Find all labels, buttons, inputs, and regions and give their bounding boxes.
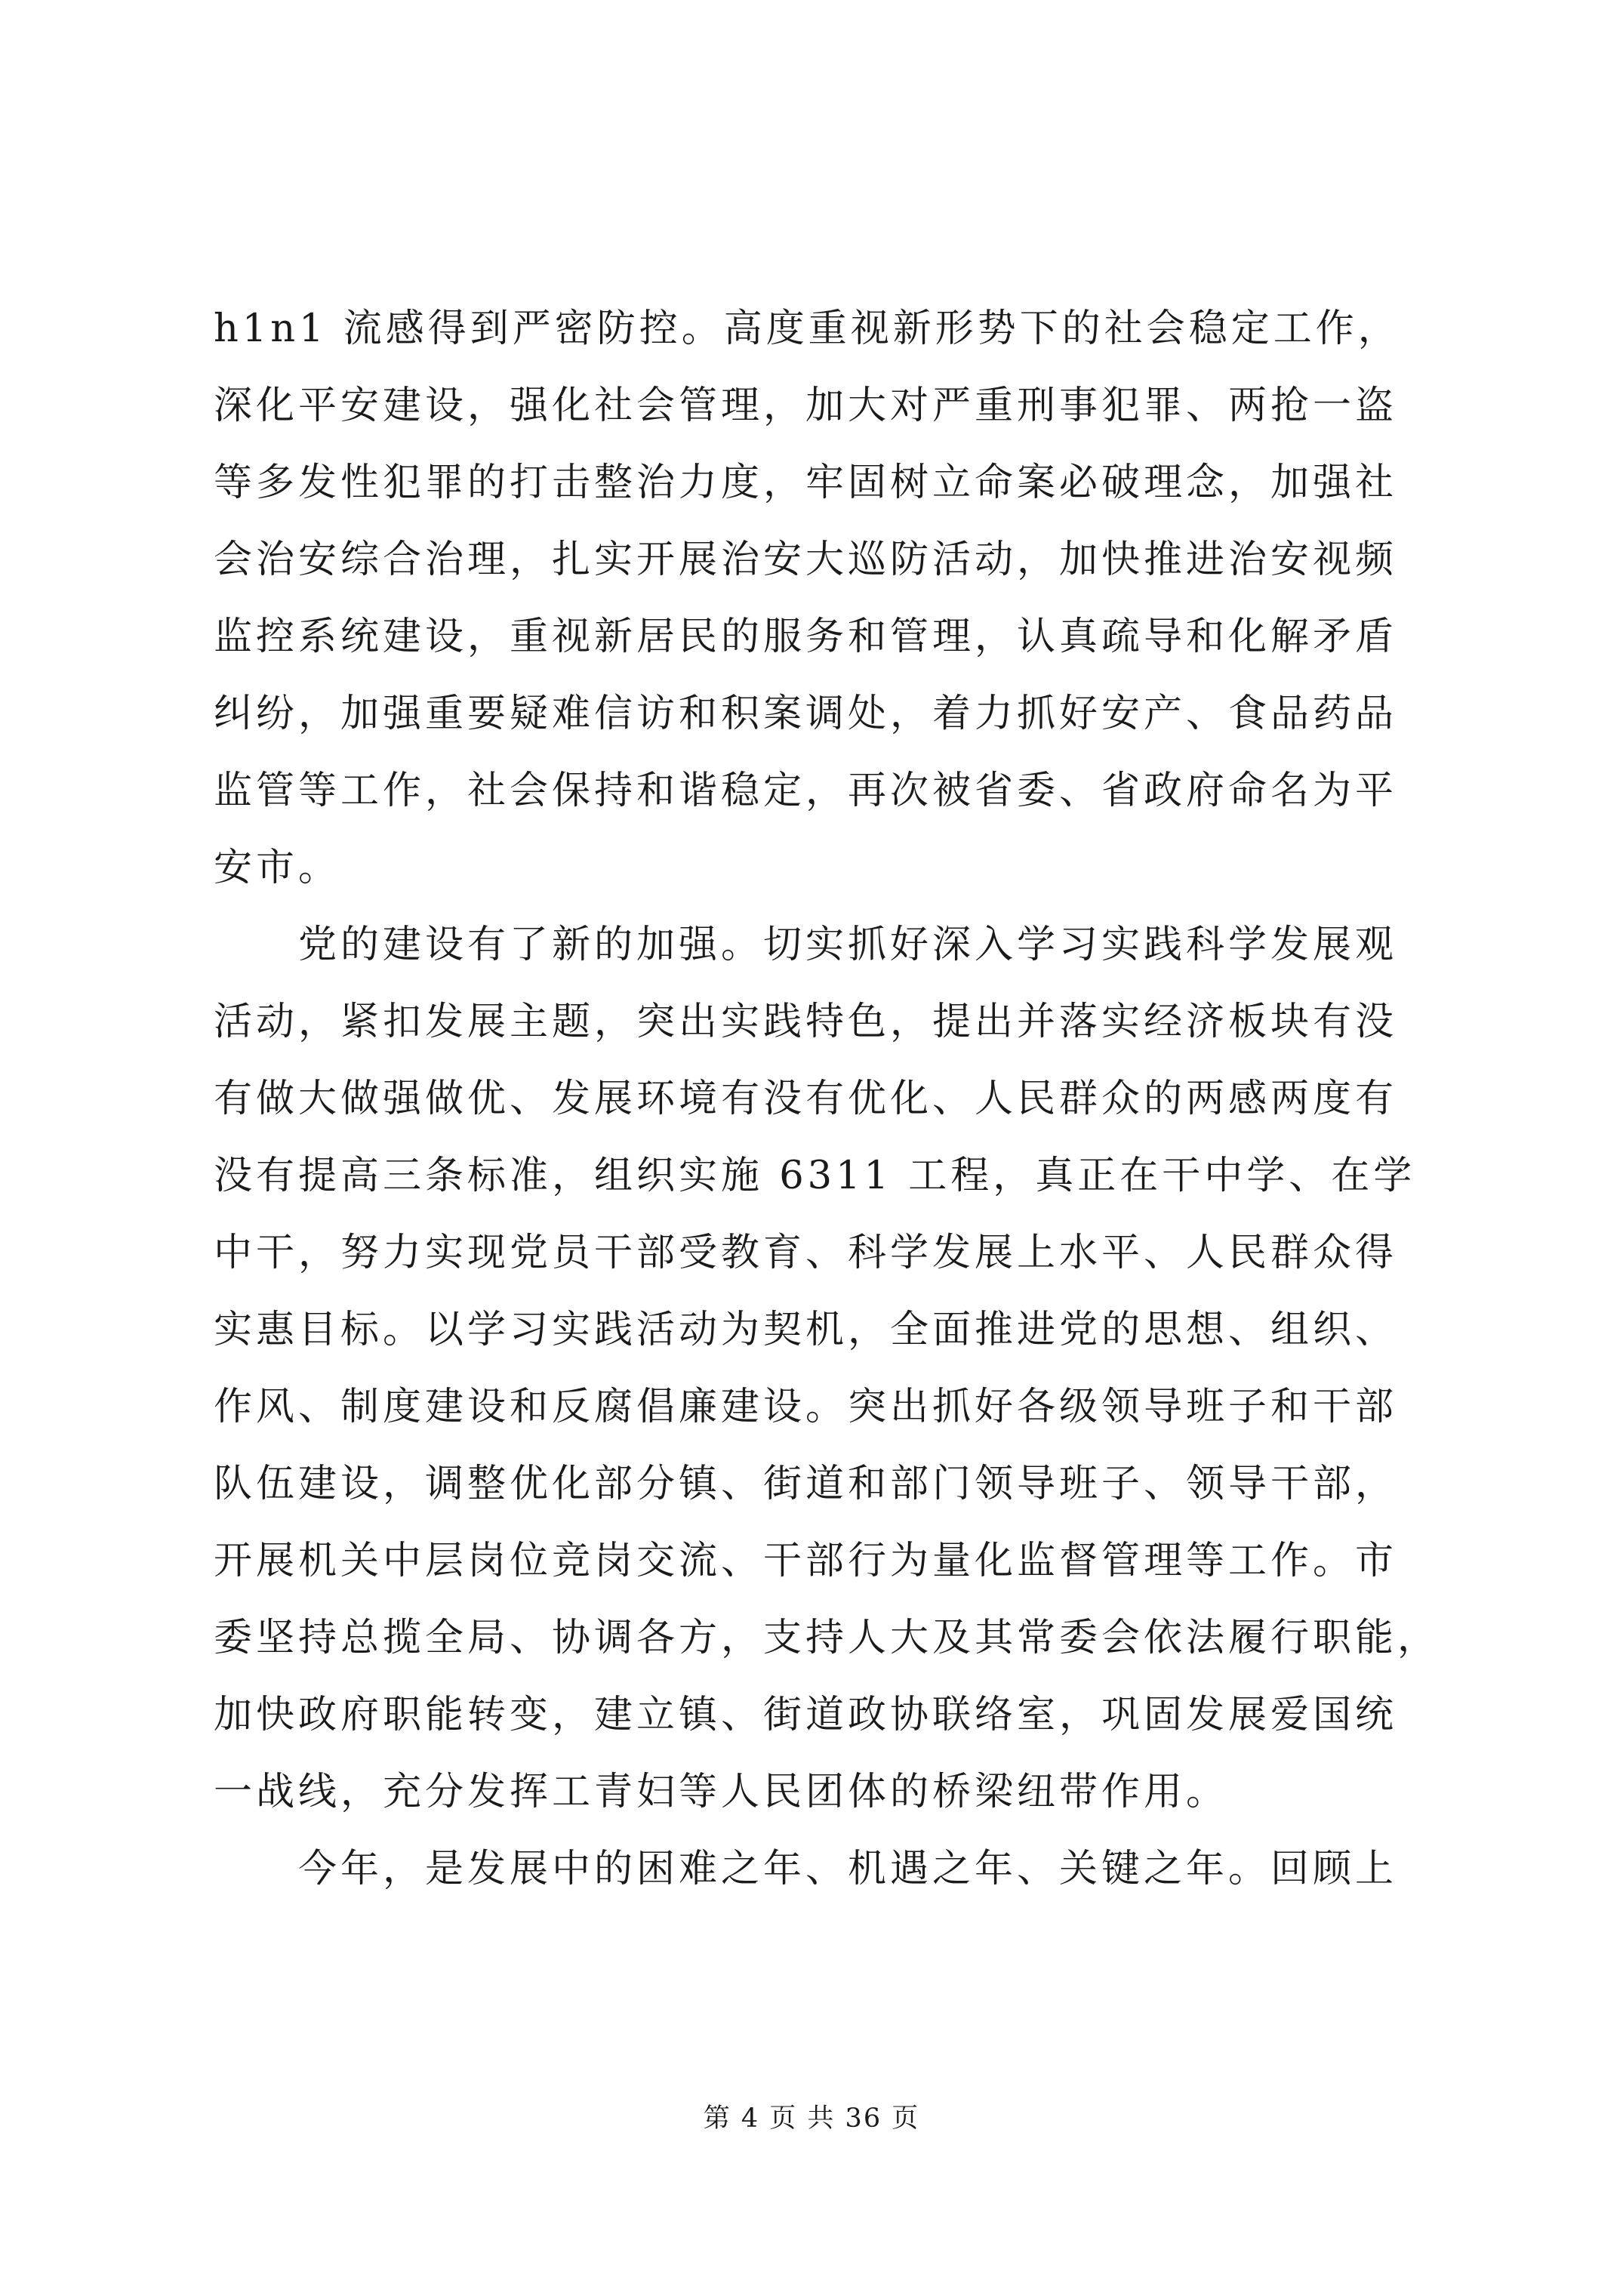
- text-line: 作风、制度建设和反腐倡廉建设。突出抓好各级领导班子和干部: [214, 1385, 1398, 1429]
- text-line: 监控系统建设，重视新居民的服务和管理，认真疏导和化解矛盾: [214, 615, 1398, 659]
- text-line: 委坚持总揽全局、协调各方，支持人大及其常委会依法履行职能，: [214, 1616, 1440, 1660]
- text-line: 没有提高三条标准，组织实施 6311 工程，真正在干中学、在学: [214, 1154, 1416, 1198]
- text-line: 纠纷，加强重要疑难信访和积案调处，着力抓好安产、食品药品: [214, 692, 1398, 736]
- paragraph-social-stability: [214, 291, 1424, 907]
- text-line-indented: 党的建设有了新的加强。切实抓好深入学习实践科学发展观: [298, 923, 1398, 967]
- text-line: 等多发性犯罪的打击整治力度，牢固树立命案必破理念，加强社: [214, 461, 1398, 505]
- text-line: h1n1 流感得到严密防控。高度重视新形势下的社会稳定工作，: [214, 307, 1400, 351]
- text-line-indented: 今年，是发展中的困难之年、机遇之年、关键之年。回顾上: [298, 1847, 1398, 1891]
- text-line: 队伍建设，调整优化部分镇、街道和部门领导班子、领导干部，: [214, 1462, 1398, 1506]
- document-body: [214, 291, 1440, 1908]
- text-line: 一战线，充分发挥工青妇等人民团体的桥梁纽带作用。: [214, 1770, 1229, 1814]
- text-line: 深化平安建设，强化社会管理，加大对严重刑事犯罪、两抢一盗: [214, 384, 1398, 428]
- page-number-label: 第 4 页 共 36 页: [703, 2103, 920, 2134]
- text-line: 会治安综合治理，扎实开展治安大巡防活动，加快推进治安视频: [214, 538, 1398, 582]
- paragraph-review: [214, 1831, 1424, 1908]
- text-line: 中干，努力实现党员干部受教育、科学发展上水平、人民群众得: [214, 1231, 1398, 1275]
- text-line: 安市。: [214, 846, 341, 890]
- text-line: 活动，紧扣发展主题，突出实践特色，提出并落实经济板块有没: [214, 1000, 1398, 1044]
- paragraph-party-building: [214, 907, 1440, 1831]
- page-footer: [0, 2097, 1623, 2135]
- text-line: 实惠目标。以学习实践活动为契机，全面推进党的思想、组织、: [214, 1308, 1398, 1352]
- text-line: 加快政府职能转变，建立镇、街道政协联络室，巩固发展爱国统: [214, 1693, 1398, 1737]
- text-line: 有做大做强做优、发展环境有没有优化、人民群众的两感两度有: [214, 1077, 1398, 1121]
- text-line: 开展机关中层岗位竞岗交流、干部行为量化监督管理等工作。市: [214, 1539, 1398, 1583]
- text-line: 监管等工作，社会保持和谐稳定，再次被省委、省政府命名为平: [214, 769, 1398, 813]
